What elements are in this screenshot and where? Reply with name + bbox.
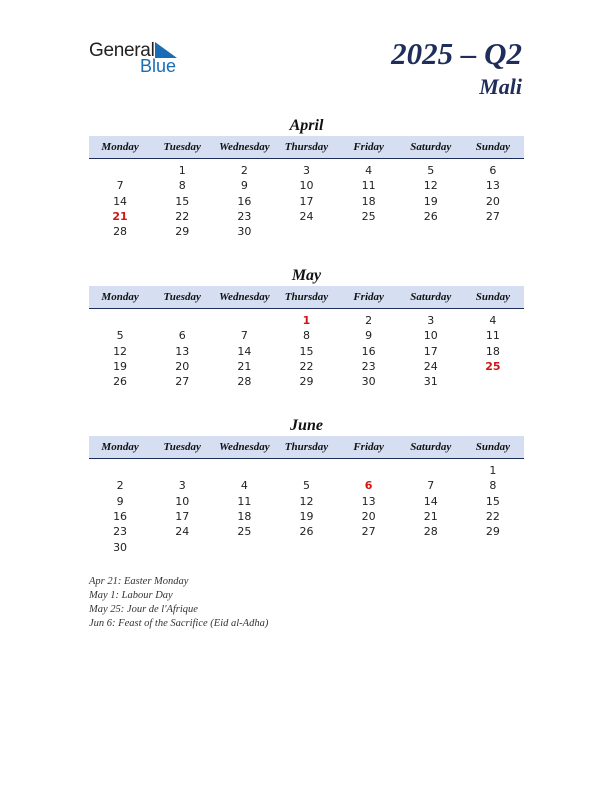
week-row (89, 328, 524, 343)
day-cell: 11 (485, 329, 500, 343)
week-row (89, 524, 524, 539)
day-cell: 16 (237, 194, 252, 208)
weekday-label: Tuesday (163, 141, 201, 153)
weekday-label: Monday (101, 291, 139, 303)
day-cell: 22 (299, 360, 314, 374)
day-cell: 24 (423, 360, 438, 374)
day-cell: 5 (427, 164, 435, 178)
day-cell: 4 (365, 164, 373, 178)
day-cell: 19 (299, 510, 314, 524)
weekday-label: Saturday (410, 441, 452, 453)
day-cell: 23 (237, 210, 252, 224)
day-cell: 11 (237, 494, 252, 508)
weekday-label: Friday (353, 291, 384, 303)
holiday-day-cell: 21 (112, 210, 128, 224)
day-cell: 31 (423, 375, 438, 389)
day-cell: 8 (489, 479, 497, 493)
month-title: May (291, 267, 322, 284)
month-may (89, 266, 524, 389)
holiday-notes (89, 575, 268, 631)
day-cell: 26 (113, 375, 128, 389)
day-cell: 7 (240, 329, 248, 343)
day-cell: 22 (175, 210, 190, 224)
day-cell: 2 (365, 314, 373, 328)
day-cell: 28 (237, 375, 252, 389)
weekday-label: Wednesday (219, 141, 270, 153)
day-cell: 11 (361, 179, 376, 193)
week-row (89, 494, 524, 509)
day-cell: 3 (178, 479, 186, 493)
day-cell: 12 (423, 179, 438, 193)
day-cell: 29 (299, 375, 314, 389)
day-cell: 17 (299, 194, 314, 208)
week-row (89, 478, 524, 493)
day-cell: 4 (489, 314, 497, 328)
day-cell: 10 (423, 329, 438, 343)
day-cell: 10 (299, 179, 314, 193)
weekday-label: Tuesday (163, 441, 201, 453)
day-cell: 21 (423, 510, 438, 524)
week-row (89, 209, 524, 224)
day-cell: 15 (299, 344, 314, 358)
page-title: 2025 – Q2 (391, 36, 522, 71)
day-cell: 15 (485, 494, 500, 508)
day-cell: 14 (237, 344, 252, 358)
day-cell: 27 (361, 525, 376, 539)
holiday-day-cell: 25 (485, 360, 501, 374)
week-row (89, 344, 524, 359)
day-cell: 14 (423, 494, 438, 508)
holiday-note: Jun 6: Feast of the Sacrifice (Eid al-Adha) (89, 618, 269, 629)
day-cell: 4 (240, 479, 248, 493)
day-cell: 9 (116, 494, 124, 508)
week-row (89, 509, 524, 524)
day-cell: 25 (237, 525, 252, 539)
day-cell: 14 (113, 194, 128, 208)
weekday-header-row (89, 136, 524, 159)
day-cell: 17 (423, 344, 438, 358)
day-cell: 23 (113, 525, 128, 539)
day-cell: 5 (302, 479, 310, 493)
weekday-label: Thursday (284, 141, 329, 153)
day-cell: 13 (175, 344, 190, 358)
weekday-header-row (89, 436, 524, 459)
day-cell: 6 (489, 164, 497, 178)
day-cell: 13 (485, 179, 500, 193)
day-cell: 3 (302, 164, 310, 178)
day-cell: 20 (361, 510, 376, 524)
day-cell: 10 (175, 494, 190, 508)
day-cell: 20 (175, 360, 190, 374)
logo (89, 40, 189, 80)
weekday-label: Monday (101, 141, 139, 153)
holiday-note: May 1: Labour Day (89, 590, 173, 601)
day-cell: 9 (240, 179, 248, 193)
weekday-label: Wednesday (219, 291, 270, 303)
country-name: Mali (479, 74, 522, 99)
weekday-label: Tuesday (163, 291, 201, 303)
day-cell: 1 (178, 164, 186, 178)
day-cell: 17 (175, 510, 190, 524)
day-cell: 13 (361, 494, 376, 508)
day-cell: 20 (485, 194, 500, 208)
day-cell: 19 (113, 360, 128, 374)
month-april (89, 116, 524, 239)
day-cell: 30 (113, 540, 128, 554)
day-cell: 2 (240, 164, 248, 178)
weekday-label: Friday (353, 441, 384, 453)
day-cell: 7 (427, 479, 435, 493)
day-cell: 29 (175, 225, 190, 239)
day-cell: 12 (299, 494, 314, 508)
weekday-label: Sunday (475, 141, 511, 153)
weekday-label: Sunday (475, 441, 511, 453)
month-title: April (289, 117, 324, 134)
day-cell: 28 (113, 225, 128, 239)
weekday-label: Thursday (284, 291, 329, 303)
weekday-label: Monday (101, 441, 139, 453)
week-row (89, 163, 524, 178)
day-cell: 24 (299, 210, 314, 224)
day-cell: 27 (175, 375, 190, 389)
day-cell: 8 (178, 179, 186, 193)
month-title: June (290, 417, 323, 434)
week-row (89, 463, 524, 478)
day-cell: 24 (175, 525, 190, 539)
day-cell: 5 (116, 329, 124, 343)
weekday-label: Sunday (475, 291, 511, 303)
week-row (89, 374, 524, 389)
day-cell: 8 (302, 329, 310, 343)
day-cell: 18 (361, 194, 376, 208)
day-cell: 25 (361, 210, 376, 224)
week-row (89, 194, 524, 209)
day-cell: 28 (423, 525, 438, 539)
day-cell: 1 (489, 464, 497, 478)
weekday-label: Thursday (284, 441, 329, 453)
day-cell: 18 (485, 344, 500, 358)
day-cell: 29 (485, 525, 500, 539)
weekday-label: Saturday (410, 141, 452, 153)
day-cell: 30 (361, 375, 376, 389)
week-row (89, 313, 524, 328)
logo-general-text: General (89, 40, 155, 61)
day-cell: 2 (116, 479, 124, 493)
day-cell: 18 (237, 510, 252, 524)
weekday-header-row (89, 286, 524, 309)
week-row (89, 224, 524, 239)
week-row (89, 359, 524, 374)
day-cell: 26 (299, 525, 314, 539)
day-cell: 21 (237, 360, 252, 374)
weekday-label: Friday (353, 141, 384, 153)
day-cell: 19 (423, 194, 438, 208)
day-cell: 26 (423, 210, 438, 224)
holiday-note: May 25: Jour de l'Afrique (89, 604, 198, 615)
logo-blue-text: Blue (140, 56, 177, 76)
day-cell: 22 (485, 510, 500, 524)
holiday-day-cell: 6 (364, 479, 373, 493)
weekday-label: Saturday (410, 291, 452, 303)
day-cell: 30 (237, 225, 252, 239)
month-june (89, 416, 524, 555)
day-cell: 3 (427, 314, 435, 328)
holiday-day-cell: 1 (302, 314, 311, 328)
day-cell: 27 (485, 210, 500, 224)
day-cell: 12 (113, 344, 128, 358)
day-cell: 16 (361, 344, 376, 358)
day-cell: 6 (178, 329, 186, 343)
day-cell: 9 (365, 329, 373, 343)
holiday-note: Apr 21: Easter Monday (89, 576, 189, 587)
week-row (89, 539, 524, 554)
weekday-label: Wednesday (219, 441, 270, 453)
day-cell: 15 (175, 194, 190, 208)
day-cell: 7 (116, 179, 124, 193)
week-row (89, 178, 524, 193)
day-cell: 16 (113, 510, 128, 524)
day-cell: 23 (361, 360, 376, 374)
